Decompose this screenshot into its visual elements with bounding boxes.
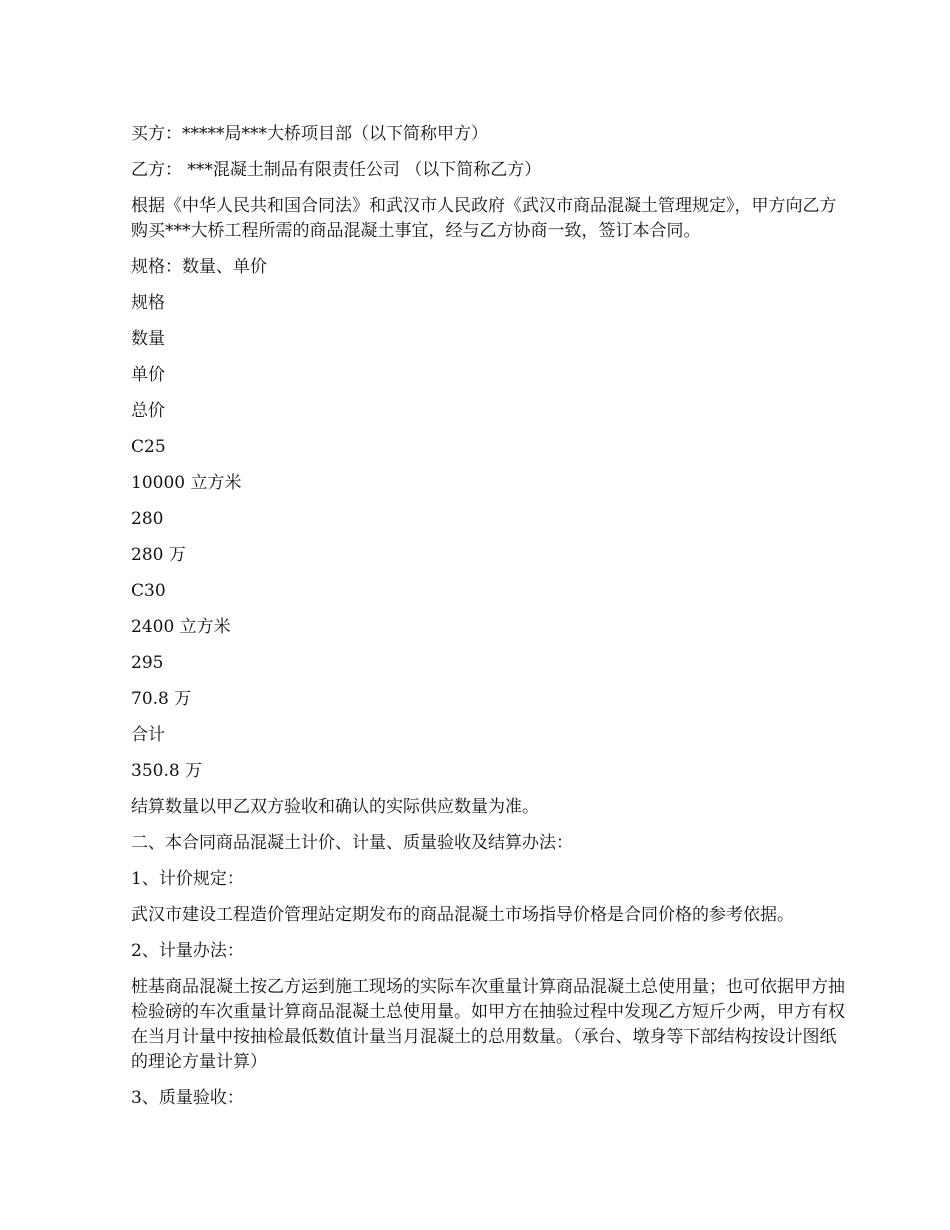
row1-quantity: 10000 立方米 xyxy=(131,473,242,493)
quality-acceptance-heading: 3、质量验收： xyxy=(131,1088,244,1108)
row2-spec: C30 xyxy=(131,581,166,601)
pricing-rules-heading: 1、计价规定： xyxy=(131,869,244,889)
total-value: 350.8 万 xyxy=(131,761,203,781)
buyer-line: 买方：*****局***大桥项目部（以下简称甲方） xyxy=(131,124,488,144)
spec-heading: 规格：数量、单价 xyxy=(131,257,267,277)
row1-unit-price: 280 xyxy=(131,509,164,529)
table-header-unit-price: 单价 xyxy=(131,365,165,385)
row1-spec: C25 xyxy=(131,437,166,457)
contract-basis-paragraph: 根据《中华人民共和国合同法》和武汉市人民政府《武汉市商品混凝土管理规定》，甲方向乙方购买***大桥工程所需的商品混凝土事宜，经与乙方协商一致，签订本合同。 xyxy=(131,196,837,241)
row1-total-price: 280 万 xyxy=(131,545,186,565)
seller-line: 乙方： ***混凝土制品有限责任公司 （以下简称乙方） xyxy=(131,160,542,180)
settlement-note: 结算数量以甲乙双方验收和确认的实际供应数量为准。 xyxy=(131,797,539,817)
table-header-spec: 规格 xyxy=(131,293,165,313)
measurement-method-paragraph: 桩基商品混凝土按乙方运到施工现场的实际车次重量计算商品混凝土总使用量；也可依据甲方抽检验磅的车次重量计算商品混凝土总使用量。如甲方在抽验过程中发现乙方短斤少两，甲方有权在当月计量中按抽检最低数值计量当月混凝土的总用数量。（承台、墩身等下部结构按设计图纸的理论方量计算） xyxy=(131,977,845,1072)
row2-quantity: 2400 立方米 xyxy=(131,617,231,637)
table-header-quantity: 数量 xyxy=(131,329,165,349)
section-two-heading: 二、本合同商品混凝土计价、计量、质量验收及结算办法： xyxy=(131,833,573,853)
measurement-method-heading: 2、计量办法： xyxy=(131,941,244,961)
total-label: 合计 xyxy=(131,725,165,745)
row2-total-price: 70.8 万 xyxy=(131,689,192,709)
pricing-rules-paragraph: 武汉市建设工程造价管理站定期发布的商品混凝土市场指导价格是合同价格的参考依据。 xyxy=(131,905,794,925)
table-header-total-price: 总价 xyxy=(131,401,165,421)
row2-unit-price: 295 xyxy=(131,653,164,673)
